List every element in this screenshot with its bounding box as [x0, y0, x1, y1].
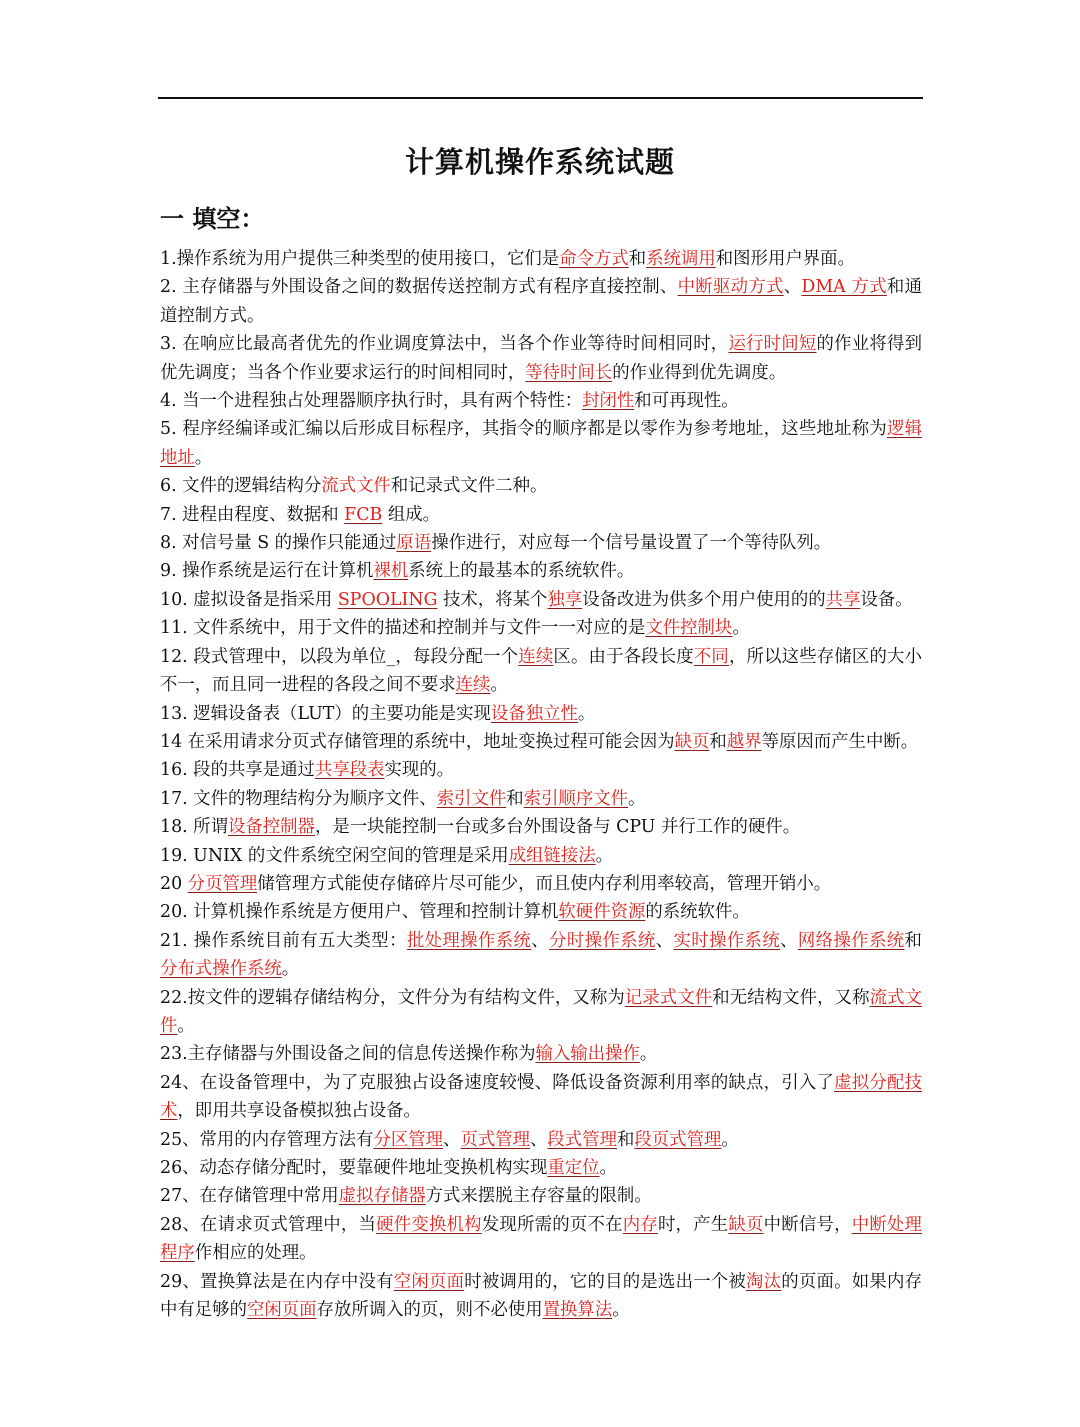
- question-text: 5. 程序经编译或汇编以后形成目标程序，其指令的顺序都是以零作为参考地址，这些地址称为: [160, 419, 887, 440]
- question-text: ，是一块能控制一台或多台外围设备与 CPU 并行工作的硬件。: [314, 817, 801, 838]
- question-item: [160, 927, 922, 984]
- question-text: 和通道控制方式。: [160, 277, 922, 326]
- question-text: 实现的。: [384, 760, 455, 781]
- answer-text: 记录式文件: [624, 987, 713, 1008]
- question-text: 的作业得到优先调度。: [612, 362, 787, 383]
- question-item: [160, 728, 922, 756]
- answer-text: 空闲页面: [246, 1300, 317, 1321]
- answer-text: 命令方式: [559, 249, 629, 269]
- question-text: 的作业将得到优先调度；当各个作业要求运行的时间相同时，: [160, 334, 922, 383]
- question-text: 。: [628, 788, 646, 809]
- question-text: 。: [612, 1300, 630, 1321]
- question-text: 技术，将某个: [437, 589, 548, 610]
- question-item: [160, 842, 922, 870]
- question-item: [160, 870, 922, 898]
- answer-text: 实时操作系统: [673, 930, 781, 951]
- answer-text: 索引顺序文件: [523, 788, 628, 809]
- question-item: [160, 557, 922, 585]
- answer-text: 重定位: [547, 1158, 600, 1178]
- question-item: [160, 785, 922, 813]
- question-text: 、: [443, 1129, 461, 1150]
- answer-text: 索引文件: [436, 788, 507, 809]
- answer-text: DMA 方式: [801, 277, 887, 298]
- question-text: 6. 文件的逻辑结构分: [160, 476, 322, 497]
- answer-text: 系统调用: [646, 249, 716, 269]
- question-text: 22.按文件的逻辑存储结构分，文件分为有结构文件，又称为: [160, 987, 625, 1008]
- question-item: [160, 1040, 922, 1068]
- question-text: 设备。: [860, 589, 913, 610]
- question-text: 、: [783, 277, 802, 298]
- question-text: 等原因而产生中断。: [761, 731, 919, 752]
- question-text: 。: [490, 675, 508, 696]
- question-text: 。: [194, 447, 213, 468]
- question-text: 2. 主存储器与外围设备之间的数据传送控制方式有程序直接控制、: [160, 277, 678, 298]
- answer-text: 网络操作系统: [797, 930, 905, 951]
- question-item: [160, 472, 922, 500]
- question-item: [160, 643, 922, 700]
- answer-text: 设备控制器: [227, 817, 315, 838]
- question-text: 18. 所谓: [160, 817, 228, 838]
- question-text: 中断信号，: [763, 1214, 852, 1235]
- section-heading: 一 填空：: [160, 205, 265, 233]
- question-text: 作相应的处理。: [194, 1243, 317, 1264]
- answer-text: 中断驱动方式: [677, 277, 784, 298]
- question-item: [160, 1069, 922, 1126]
- answer-text: 缺页: [674, 731, 710, 752]
- answer-text: 成组链接法: [508, 845, 596, 866]
- question-text: 10. 虚拟设备是指采用: [160, 589, 338, 610]
- question-text: ，即用共享设备模拟独占设备。: [177, 1101, 421, 1122]
- question-item: [160, 984, 922, 1041]
- question-text: 11. 文件系统中，用于文件的描述和控制并与文件一一对应的是: [160, 618, 646, 639]
- question-text: 和可再现性。: [634, 391, 739, 412]
- question-text: 区。由于各段长度: [553, 646, 694, 667]
- answer-text: 分时操作系统: [549, 930, 656, 951]
- answer-text: 输入输出操作: [535, 1044, 640, 1065]
- question-item: [160, 700, 922, 728]
- question-item: [160, 1268, 922, 1325]
- question-text: 24、在设备管理中，为了克服独占设备速度较慢、降低设备资源利用率的缺点，引入了: [160, 1072, 835, 1093]
- question-text: 16. 段的共享是通过: [160, 760, 315, 781]
- question-text: 。: [639, 1044, 658, 1065]
- question-text: 19. UNIX 的文件系统空闲空间的管理是采用: [160, 845, 509, 866]
- question-text: 设备改进为供多个用户使用的的: [582, 589, 826, 610]
- question-text: 29、置换算法是在内存中没有: [160, 1271, 394, 1292]
- question-text: 时被调用的，它的目的是选出一个被: [464, 1271, 747, 1292]
- question-item: [160, 387, 922, 415]
- question-text: 。: [281, 959, 300, 980]
- question-text: 方式来摆脱主存容量的限制。: [425, 1186, 652, 1207]
- question-text: 发现所需的页不在: [481, 1214, 623, 1235]
- answer-text: 内存: [622, 1214, 658, 1235]
- question-text: 1.操作系统为用户提供三种类型的使用接口，它们是: [160, 249, 560, 269]
- answer-text: 等待时间长: [525, 362, 613, 383]
- question-item: [160, 1211, 922, 1268]
- question-text: ，所以这些存储区的大小不一，而且同一进程的各段之间不要求: [160, 646, 922, 696]
- question-text: 27、在存储管理中常用: [160, 1186, 339, 1207]
- answer-text: 分页管理: [187, 873, 258, 894]
- question-text: 20. 计算机操作系统是方便用户、管理和控制计算机: [160, 902, 559, 923]
- question-text: 、: [780, 930, 798, 951]
- answer-text: 软硬件资源: [558, 902, 646, 923]
- question-text: 和: [628, 249, 647, 269]
- answer-text: 不同: [693, 646, 729, 667]
- question-text: 和: [616, 1129, 635, 1150]
- question-text: 操作进行，对应每一个信号量设置了一个等待队列。: [431, 533, 832, 554]
- question-text: 、: [655, 930, 674, 951]
- question-item: [160, 1182, 922, 1210]
- question-text: 4. 当一个进程独占处理器顺序执行时，具有两个特性：: [160, 391, 583, 412]
- question-item: [160, 756, 922, 784]
- answer-text: 硬件变换机构: [376, 1214, 482, 1235]
- question-text: 系统上的最基本的系统软件。: [408, 561, 635, 582]
- answer-text: 中断处理程序: [160, 1214, 922, 1264]
- answer-text: 运行时间短: [728, 334, 817, 355]
- question-text: 、: [531, 930, 550, 951]
- question-text: 12. 段式管理中，以段为单位_，每段分配一个: [160, 646, 519, 667]
- question-item: [160, 415, 922, 472]
- question-item: [160, 898, 922, 926]
- question-text: 和: [709, 731, 727, 752]
- question-item: [160, 614, 922, 642]
- question-text: 时，产生: [657, 1214, 729, 1235]
- question-item: [160, 586, 922, 614]
- header-rule: [158, 97, 923, 99]
- answer-text: 页式管理: [460, 1129, 530, 1150]
- answer-text: 封闭性: [582, 391, 635, 412]
- answer-text: 设备独立性: [490, 703, 578, 724]
- question-text: 和: [904, 930, 922, 951]
- question-text: 25、常用的内存管理方法有: [160, 1129, 374, 1150]
- question-text: 8. 对信号量 S 的操作只能通过: [160, 533, 397, 554]
- question-text: 的页面。如果内存中有足够的: [160, 1271, 922, 1321]
- answer-text: 空闲页面: [393, 1271, 465, 1292]
- question-text: 。: [732, 618, 750, 639]
- question-item: [160, 330, 922, 387]
- question-text: 。: [577, 703, 596, 724]
- question-text: 7. 进程由程度、数据和: [160, 504, 345, 525]
- answer-text: 独享: [547, 589, 583, 610]
- question-text: 23.主存储器与外围设备之间的信息传送操作称为: [160, 1044, 536, 1065]
- question-text: 20: [160, 873, 188, 894]
- answer-text: 虚拟分配技术: [160, 1072, 922, 1122]
- question-text: 和无结构文件，又称: [712, 987, 870, 1008]
- question-text: 13. 逻辑设备表（LUT）的主要功能是实现: [160, 703, 491, 724]
- answer-text: 文件控制块: [645, 618, 733, 639]
- question-text: 存放所调入的页，则不必使用: [316, 1300, 543, 1321]
- question-text: 9. 操作系统是运行在计算机: [160, 561, 374, 582]
- question-text: 和记录式文件二种。: [390, 476, 548, 497]
- question-item: [160, 529, 922, 557]
- answer-text: 流式文件: [321, 476, 391, 497]
- answer-text: 分布式操作系统: [160, 959, 282, 980]
- question-text: 3. 在响应比最高者优先的作业调度算法中，当各个作业等待时间相同时，: [160, 334, 729, 355]
- question-text: 28、在请求页式管理中，当: [160, 1214, 377, 1235]
- answer-text: 批处理操作系统: [406, 930, 532, 951]
- page-title: 计算机操作系统试题: [404, 145, 675, 179]
- question-text: 的系统软件。: [645, 902, 750, 923]
- question-text: 和图形用户界面。: [715, 249, 855, 269]
- answer-text: 段页式管理: [634, 1129, 722, 1150]
- question-item: [160, 1154, 922, 1182]
- answer-text: SPOOLING: [337, 589, 438, 610]
- answer-text: 逻辑地址: [160, 419, 922, 468]
- answer-text: 分区管理: [373, 1129, 444, 1150]
- question-item: [160, 273, 922, 330]
- answer-text: 置换算法: [542, 1300, 613, 1321]
- question-list: [160, 245, 922, 1324]
- question-text: 。: [177, 1015, 195, 1036]
- answer-text: 淘汰: [746, 1271, 782, 1292]
- answer-text: 原语: [396, 533, 432, 554]
- question-text: 储管理方式能使存储碎片尽可能少，而且使内存利用率较高，管理开销小。: [257, 873, 832, 894]
- question-text: 26、动态存储分配时，要靠硬件地址变换机构实现: [160, 1158, 548, 1178]
- question-text: 17. 文件的物理结构分为顺序文件、: [160, 788, 437, 809]
- answer-text: 裸机: [373, 561, 409, 582]
- question-text: 和: [506, 788, 524, 809]
- question-item: [160, 1126, 922, 1154]
- answer-text: 流式文件: [160, 987, 922, 1036]
- question-text: 组成。: [382, 504, 441, 525]
- answer-text: 虚拟存储器: [338, 1186, 426, 1207]
- question-text: 。: [595, 845, 614, 866]
- answer-text: 越界: [726, 731, 762, 752]
- answer-text: FCB: [344, 504, 383, 525]
- answer-text: 段式管理: [547, 1129, 617, 1150]
- question-text: 、: [530, 1129, 548, 1150]
- question-item: [160, 813, 922, 841]
- question-text: 。: [721, 1129, 739, 1150]
- answer-text: 连续: [455, 675, 491, 696]
- answer-text: 共享: [825, 589, 861, 610]
- answer-text: 缺页: [728, 1214, 764, 1235]
- question-item: [160, 501, 922, 529]
- question-text: 。: [599, 1158, 617, 1178]
- question-item: [160, 245, 922, 273]
- question-text: 21. 操作系统目前有五大类型：: [160, 930, 407, 951]
- question-text: 14 在采用请求分页式存储管理的系统中，地址变换过程可能会因为: [160, 731, 675, 752]
- answer-text: 共享段表: [314, 760, 385, 781]
- answer-text: 连续: [518, 646, 554, 667]
